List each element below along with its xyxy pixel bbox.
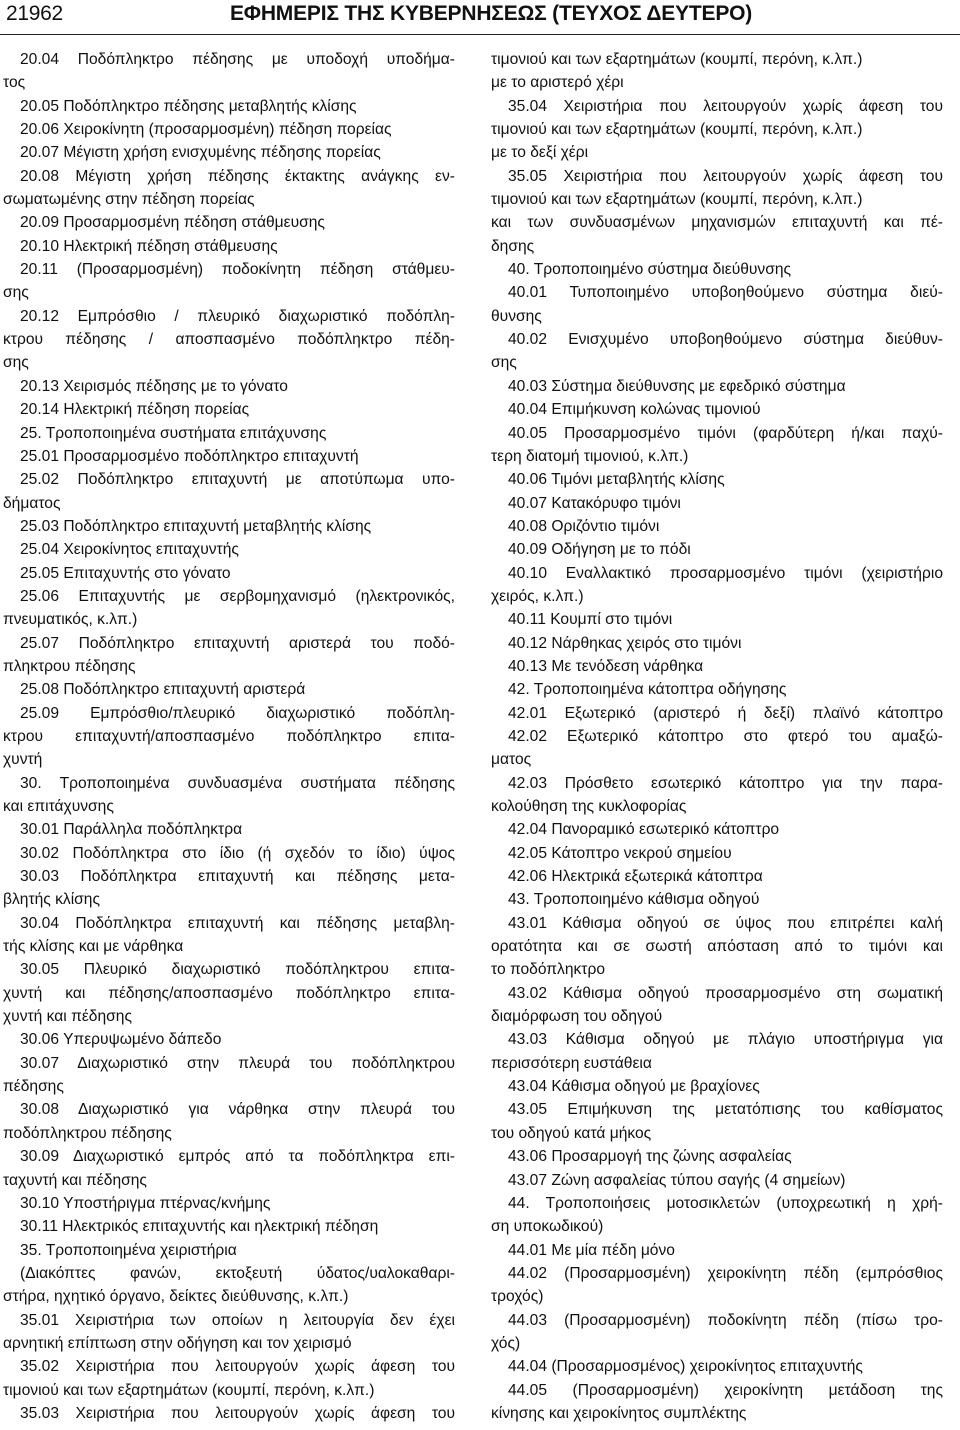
text-line: 20.08 Μέγιστη χρήση πέδησης έκτακτης ανάγκης εν- (20, 167, 455, 185)
text-line: τιμονιού και των εξαρτημάτων (κουμπί, περόνη, κ.λπ.) (3, 1381, 375, 1399)
text-line: 40.06 Τιμόνι μεταβλητής κλίσης (508, 471, 725, 489)
text-line: 44. Τροποποιήσεις μοτοσικλετών (υποχρεωτική η χρή- (508, 1194, 943, 1212)
text-line: 25. Τροποποιημένα συστήματα επιτάχυνσης (20, 424, 327, 442)
text-line: 25.02 Ποδόπληκτρο επιταχυντή με αποτύπωμα υπο- (20, 471, 455, 489)
text-line: 42.04 Πανοραμικό εσωτερικό κάτοπτρο (508, 821, 780, 839)
text-line: βλητής κλίσης (3, 891, 100, 909)
text-line: 20.05 Ποδόπληκτρο πέδησης μεταβλητής κλίσης (20, 97, 357, 115)
text-line: 20.10 Ηλεκτρική πέδηση στάθμευσης (20, 237, 278, 255)
text-line: 20.11 (Προσαρμοσμένη) ποδοκίνητη πέδηση στάθμευ- (20, 261, 455, 279)
text-line: 42.03 Πρόσθετο εσωτερικό κάτοπτρο για την παρα- (508, 774, 943, 792)
text-line: με το αριστερό χέρι (491, 74, 624, 92)
text-line: 35.01 Χειριστήρια των οποίων η λειτουργία δεν έχει (20, 1311, 455, 1329)
text-line: ταχυντή και πέδησης (3, 1171, 147, 1189)
text-line: χός) (491, 1334, 521, 1352)
text-line: 25.07 Ποδόπληκτρο επιταχυντή αριστερά του ποδό- (20, 634, 455, 652)
text-line: 25.09 Εμπρόσθιο/πλευρικό διαχωριστικό ποδόπλη- (20, 704, 455, 722)
text-line: χυντή και πέδησης/αποσπασμένο ποδόπληκτρο επιτα- (3, 984, 455, 1002)
text-line: τιμονιού και των εξαρτημάτων (κουμπί, περόνη, κ.λπ.) (491, 191, 863, 209)
text-line: 40.01 Τυποποιημένο υποβοηθούμενο σύστημα διεύ- (508, 284, 943, 302)
text-line: 20.06 Χειροκίνητη (προσαρμοσμένη) πέδηση πορείας (20, 121, 392, 139)
text-line: 42.05 Κάτοπτρο νεκρού σημείου (508, 844, 732, 862)
text-line: 30.07 Διαχωριστικό στην πλευρά του ποδόπληκτρου (20, 1054, 455, 1072)
text-line: 40.02 Ενισχυμένο υποβοηθούμενο σύστημα διεύθυν- (508, 331, 943, 349)
text-line: 30.02 Ποδόπληκτρα στο ίδιο (ή σχεδόν το ίδιο) ύψος (20, 844, 455, 862)
text-line: 42. Τροποποιημένα κάτοπτρα οδήγησης (508, 681, 787, 699)
text-line: πέδησης (3, 1078, 64, 1096)
text-line: 40. Τροποποιημένο σύστημα διεύθυνσης (508, 261, 792, 279)
text-line: 25.04 Χειροκίνητος επιταχυντής (20, 541, 239, 559)
text-line: δησης (491, 237, 535, 255)
text-line: 44.05 (Προσαρμοσμένη) χειροκίνητη μετάδοση της (508, 1381, 943, 1399)
text-line: 35. Τροποποιημένα χειριστήρια (20, 1241, 237, 1259)
text-line: ορατότητα και σε σωστή απόσταση από το τιμόνι και (491, 938, 943, 956)
text-line: 25.08 Ποδόπληκτρο επιταχυντή αριστερά (20, 681, 306, 699)
text-line: 30. Τροποποιημένα συνδυασμένα συστήματα πέδησης (20, 774, 455, 792)
text-line: 25.01 Προσαρμοσμένο ποδόπληκτρο επιταχυντή (20, 447, 359, 465)
text-line: 44.04 (Προσαρμοσμένος) χειροκίνητος επιταχυντής (508, 1358, 863, 1376)
text-line: 30.04 Ποδόπληκτρα επιταχυντή και πέδησης μεταβλη- (20, 914, 455, 932)
text-line: αρνητική επίπτωση στην οδήγηση και τον χειρισμό (3, 1334, 352, 1352)
page-number: 21962 (6, 2, 63, 25)
text-line: τερη διατομή τιμονιού, κ.λπ.) (491, 447, 689, 465)
text-line: 25.03 Ποδόπληκτρο επιταχυντή μεταβλητής κλίσης (20, 517, 372, 535)
text-line: του οδηγού κατά μήκος (491, 1124, 652, 1142)
text-line: 43.02 Κάθισμα οδηγού προσαρμοσμένο στη σωματική (508, 984, 943, 1002)
text-line: και επιτάχυνσης (3, 798, 114, 815)
text-line: ματος (491, 751, 532, 769)
text-line: 35.05 Χειριστήρια που λειτουργούν χωρίς άφεση του (508, 167, 943, 185)
text-line: 35.04 Χειριστήρια που λειτουργούν χωρίς άφεση του (508, 97, 943, 115)
text-line: χυντή (3, 751, 43, 769)
text-line: 40.04 Επιμήκυνση κολώνας τιμονιού (508, 401, 761, 419)
text-line: 35.02 Χειριστήρια που λειτουργούν χωρίς άφεση του (20, 1358, 455, 1376)
text-line: διαμόρφωση του οδηγού (491, 1008, 663, 1026)
text-line: ση υποκωδικού) (491, 1218, 604, 1236)
text-line: 30.05 Πλευρικό διαχωριστικό ποδόπληκτρου επιτα- (20, 961, 455, 979)
text-line: δήματος (3, 494, 61, 512)
text-line: 44.02 (Προσαρμοσμένη) χειροκίνητη πέδη (εμπρόσθιος (508, 1264, 943, 1282)
text-line: 40.05 Προσαρμοσμένο τιμόνι (φαρδύτερη ή/και παχύ- (508, 424, 943, 442)
text-line: 42.06 Ηλεκτρικά εξωτερικά κάτοπτρα (508, 868, 763, 886)
text-line: πληκτρου πέδησης (3, 657, 136, 675)
text-line: 44.01 Με μία πέδη μόνο (508, 1241, 675, 1259)
text-line: 40.10 Εναλλακτικό προσαρμοσμένο τιμόνι (χειριστήριο (508, 564, 943, 582)
text-line: 43.05 Επιμήκυνση της μετατόπισης του καθίσματος (508, 1101, 943, 1119)
text-line: 25.05 Επιταχυντής στο γόνατο (20, 564, 231, 582)
text-line: 43.07 Ζώνη ασφαλείας τύπου σαγής (4 σημείων) (508, 1171, 846, 1189)
text-line: κτρου πέδησης / αποσπασμένο ποδόπληκτρο πέδη- (3, 331, 455, 349)
text-line: ποδόπληκτρου πέδησης (3, 1124, 172, 1142)
text-line: με το δεξί χέρι (491, 144, 589, 162)
text-line: 30.08 Διαχωριστικό για νάρθηκα στην πλευρά του (20, 1101, 455, 1119)
text-line: σωματωμένης στην πέδηση πορείας (3, 191, 255, 209)
text-line: κίνησης και χειροκίνητος συμπλέκτης (491, 1404, 747, 1422)
text-line: 35.03 Χειριστήρια που λειτουργούν χωρίς άφεση του (20, 1404, 455, 1422)
header-rule (0, 34, 960, 35)
text-line: τροχός) (491, 1288, 544, 1306)
text-line: 30.06 Υπερυψωμένο δάπεδο (20, 1031, 222, 1049)
text-line: 40.09 Οδήγηση με το πόδι (508, 541, 691, 559)
right-column (491, 48, 943, 1425)
text-line: 30.11 Ηλεκτρικός επιταχυντής και ηλεκτρική πέδηση (20, 1218, 379, 1236)
text-line: τής κλίσης και με νάρθηκα (3, 938, 184, 956)
text-line: 20.14 Ηλεκτρική πέδηση πορείας (20, 401, 250, 419)
text-line: 25.06 Επιταχυντής με σερβομηχανισμό (ηλεκτρονικός, (20, 587, 455, 605)
text-line: 30.01 Παράλληλα ποδόπληκτρα (20, 821, 243, 839)
text-line: 43.01 Κάθισμα οδηγού σε ύψος που επιτρέπει καλή (508, 914, 943, 932)
text-line: το ποδόπληκτρο (491, 961, 606, 979)
text-line: 20.07 Μέγιστη χρήση ενισχυμένης πέδησης πορείας (20, 144, 381, 162)
text-line: κτρου επιταχυντή/αποσπασμένο ποδόπληκτρο επιτα- (3, 727, 455, 745)
text-line: 40.12 Νάρθηκας χειρός στο τιμόνι (508, 634, 742, 652)
text-line: χειρός, κ.λπ.) (491, 587, 584, 605)
text-line: τος (3, 74, 26, 92)
text-line: σης (491, 354, 517, 372)
text-line: τιμονιού και των εξαρτημάτων (κουμπί, περόνη, κ.λπ.) (491, 51, 863, 68)
text-line: 40.13 Με τενόδεση νάρθηκα (508, 657, 704, 675)
text-line: περισσότερη ευστάθεια (491, 1054, 652, 1072)
text-line: 43.04 Κάθισμα οδηγού με βραχίονες (508, 1078, 760, 1096)
text-line: 43. Τροποποιημένο κάθισμα οδηγού (508, 891, 760, 909)
text-line: σης (3, 354, 29, 372)
text-line: 20.13 Χειρισμός πέδησης με το γόνατο (20, 377, 288, 395)
text-line: τιμονιού και των εξαρτημάτων (κουμπί, περόνη, κ.λπ.) (491, 121, 863, 139)
text-line: 30.10 Υποστήριγμα πτέρνας/κνήμης (20, 1194, 271, 1212)
text-line: κολούθηση της κυκλοφορίας (491, 798, 687, 815)
text-line: 40.03 Σύστημα διεύθυνσης με εφεδρικό σύστημα (508, 377, 846, 395)
text-line: 20.04 Ποδόπληκτρο πέδησης με υποδοχή υποδήμα- (20, 51, 455, 68)
text-line: στήρα, ηχητικό όργανο, δείκτες διεύθυνσης, κ.λπ.) (3, 1288, 349, 1306)
text-line: 43.03 Κάθισμα οδηγού με πλάγιο υποστήριγμα για (508, 1031, 943, 1049)
text-line: 40.11 Κουμπί στο τιμόνι (508, 611, 673, 629)
text-line: θυνσης (491, 307, 542, 325)
text-line: 42.02 Εξωτερικό κάτοπτρο στο φτερό του αμαξώ- (508, 727, 943, 745)
text-line: 43.06 Προσαρμογή της ζώνης ασφαλείας (508, 1148, 792, 1166)
text-line: 44.03 (Προσαρμοσμένη) ποδοκίνητη πέδη (πίσω τρο- (508, 1311, 943, 1329)
text-line: σης (3, 284, 29, 302)
text-line: 40.07 Κατακόρυφο τιμόνι (508, 494, 681, 512)
page-header (0, 0, 960, 30)
text-line: 30.09 Διαχωριστικό εμπρός από τα ποδόπληκτρα επι- (20, 1148, 455, 1166)
text-line: 30.03 Ποδόπληκτρα επιταχυντή και πέδησης μετα- (20, 868, 455, 886)
text-line: και των συνδυασμένων μηχανισμών επιταχυντή και πέ- (491, 214, 943, 232)
text-line: 40.08 Οριζόντιο τιμόνι (508, 517, 660, 535)
journal-title: ΕΦΗΜΕΡΙΣ ΤΗΣ ΚΥΒΕΡΝΗΣΕΩΣ (ΤΕΥΧΟΣ ΔΕΥΤΕΡΟ) (230, 2, 753, 25)
text-line: 20.09 Προσαρμοσμένη πέδηση στάθμευσης (20, 214, 325, 232)
text-line: χυντή και πέδησης (3, 1008, 132, 1026)
text-line: (Διακόπτες φανών, εκτοξευτή ύδατος/υαλοκαθαρι- (20, 1264, 455, 1282)
text-line: 20.12 Εμπρόσθιο / πλευρικό διαχωριστικό ποδόπλη- (20, 307, 455, 325)
left-column (3, 48, 455, 1425)
text-line: 42.01 Εξωτερικό (αριστερό ή δεξί) πλαϊνό κάτοπτρο (508, 704, 943, 722)
text-line: πνευματικός, κ.λπ.) (3, 611, 138, 629)
